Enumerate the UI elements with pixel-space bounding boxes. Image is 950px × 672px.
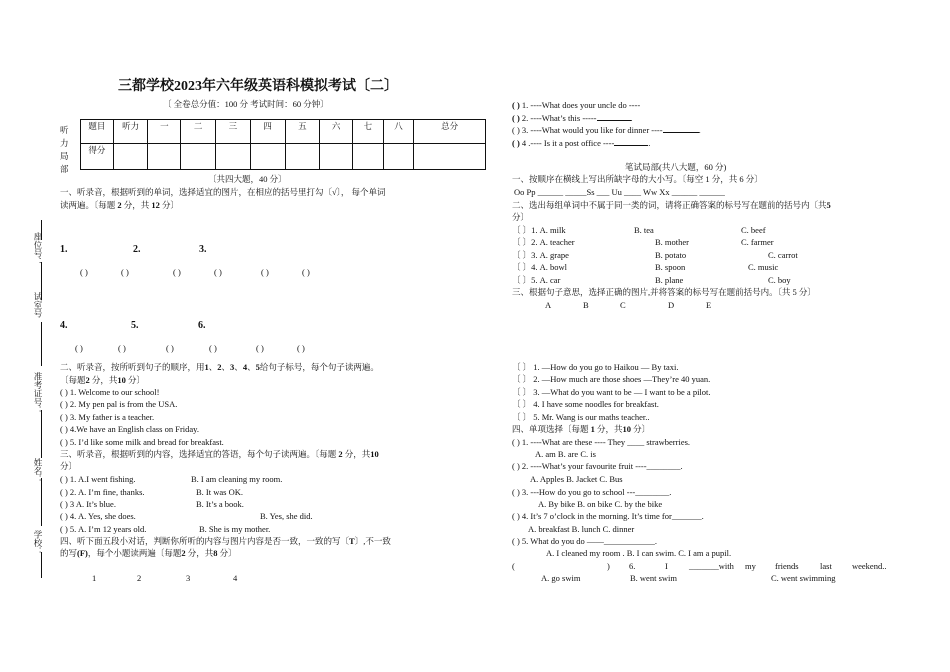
picture-letter: E	[706, 300, 712, 310]
text-part: 分，共	[91, 375, 118, 385]
table-header: 四	[250, 120, 285, 144]
list-item: 〔 〕 4. I have some noodles for breakfast.	[512, 399, 659, 409]
answer-paren[interactable]: ( )	[166, 343, 174, 353]
options-line: A. Apples B. Jacket C. Bus	[530, 474, 623, 484]
list-item	[512, 126, 701, 136]
list-item	[512, 101, 640, 111]
list-item: ( ) 4. It’s 7 o’clock in the morning. It’s time for_______.	[512, 511, 704, 521]
text-part: 分，共	[187, 548, 214, 558]
option-b: B. plane	[655, 275, 684, 285]
question-word: last	[820, 561, 832, 571]
list-item: ( ) 1. Welcome to our school!	[60, 387, 160, 397]
option-b: B. mother	[655, 237, 689, 247]
text-part: 分，共	[123, 200, 150, 210]
written-section-2-instructions	[512, 201, 831, 211]
options-line: A. breakfast B. lunch C. dinner	[528, 524, 635, 534]
section-2-instructions	[60, 363, 379, 373]
list-item: 〔 〕 1. —How do you go to Haikou — By taxi.	[512, 362, 679, 372]
text-part: 1	[590, 424, 595, 434]
answer-paren[interactable]: ( )	[256, 343, 264, 353]
table-side-label: 听力局部	[60, 125, 69, 174]
text-part: 分，共	[597, 424, 623, 434]
question-number: 6.	[629, 561, 636, 571]
score-cell[interactable]	[113, 144, 148, 170]
score-table-score-row	[81, 144, 486, 170]
text-part: 三、听录音，根据听到的内容，选择适宜的答语，每个句子读两遍。〔每题	[60, 449, 337, 459]
score-cell[interactable]	[250, 144, 285, 170]
option-b: B. spoon	[655, 262, 686, 272]
score-cell[interactable]	[414, 144, 486, 170]
option-c: C. beef	[741, 225, 766, 235]
list-item: ( ) 1. A.I went fishing.	[60, 474, 136, 484]
picture-number: 4.	[60, 320, 68, 331]
text-part: 〕,不一致	[354, 536, 391, 546]
answer-blank[interactable]	[663, 132, 699, 133]
text-part: 2	[217, 362, 222, 372]
option-c: C. farmer	[741, 237, 774, 247]
text-part: 分，共	[344, 449, 371, 459]
answer-paren[interactable]: ( )	[512, 113, 520, 123]
question-word: friends	[775, 561, 799, 571]
table-header: 七	[352, 120, 383, 144]
answer-paren-open: (	[512, 561, 515, 571]
answer-paren[interactable]: ( )	[80, 267, 88, 277]
answer-paren-close: )	[607, 561, 610, 571]
text-part: 10	[622, 424, 632, 434]
list-item: ( ) 5. I’d like some milk and bread for breakfast.	[60, 437, 224, 447]
option-c: C. carrot	[768, 250, 798, 260]
list-item: ( ) 3. My father is a teacher.	[60, 412, 155, 422]
list-item: 〔 〕4. A. bowl	[512, 262, 568, 272]
score-cell[interactable]	[352, 144, 383, 170]
score-cell[interactable]	[181, 144, 216, 170]
question-word: weekend..	[852, 561, 887, 571]
text-part: 1	[204, 362, 209, 372]
list-item: ( ) 4.We have an English class on Friday.	[60, 424, 199, 434]
period: .	[698, 125, 701, 135]
list-item: ( ) 2. A. I’m fine, thanks.	[60, 487, 145, 497]
list-item: ( ) 1. ----What are these ---- They ____ strawberries.	[512, 437, 691, 447]
score-table-header-row	[81, 120, 486, 144]
list-item: 〔 〕 3. —What do you want to be — I want to be a pilot.	[512, 387, 711, 397]
options-line: A. I cleaned my room . B. I can swim. C. I am a pupil.	[546, 548, 732, 558]
list-item: ( ) 4. A. Yes, she does.	[60, 511, 136, 521]
answer-paren[interactable]: ( )	[121, 267, 129, 277]
divider-line	[41, 552, 42, 578]
written-part-title: 笔试局部(共八大题，60 分)	[625, 162, 727, 172]
list-item	[512, 139, 650, 149]
text-part: 二、听录音，按所听到句子的顺序，用	[60, 362, 205, 372]
text-part: 、	[221, 362, 231, 372]
picture-letter: B	[583, 300, 589, 310]
text-part: ，每个小题读两遍〔每题	[87, 548, 182, 558]
option-b: B. Yes, she did.	[260, 511, 313, 521]
question-word: I	[665, 561, 668, 571]
period: .	[648, 138, 651, 148]
divider-line	[41, 478, 42, 526]
option-b: B. It was OK.	[196, 487, 243, 497]
table-row-label: 得分	[81, 144, 114, 170]
text-part: 的写	[60, 548, 78, 558]
answer-paren[interactable]: ( )	[512, 100, 520, 110]
section-3-instructions	[60, 450, 379, 460]
list-item: 〔 〕3. A. grape	[512, 250, 569, 260]
section-1-instructions: 一、听录音，根据听到的单词，选择适宜的图片，在相应的括号里打勾〔√〕， 每个单词	[60, 187, 386, 197]
question-word: my	[745, 561, 756, 571]
text-part: 、	[234, 362, 243, 372]
picture-number: 3	[186, 573, 191, 583]
question-text: 2. ----What’s this -----	[521, 113, 597, 123]
text-part: 、	[247, 362, 256, 372]
text-part: 读两遍。〔每题	[60, 200, 116, 210]
answer-paren[interactable]: ( )	[512, 138, 520, 148]
answer-paren[interactable]: ( )	[302, 267, 310, 277]
list-item: ( ) 3. ---How do you go to school ---________.	[512, 487, 672, 497]
listening-summary: 〔共四大题，40 分〕	[208, 174, 287, 184]
picture-number: 1	[92, 573, 97, 583]
text-part: 分〕	[219, 548, 237, 558]
table-header: 总分	[414, 120, 486, 144]
question-word: _______with	[689, 561, 734, 571]
option-b: B. It’s a book.	[196, 499, 244, 509]
picture-number: 6.	[198, 320, 206, 331]
table-header: 八	[383, 120, 414, 144]
list-item: ( ) 3 A. It’s blue.	[60, 499, 116, 509]
text-part: 12	[151, 200, 160, 210]
admission-number-label: 准考证号：	[33, 372, 43, 415]
list-item: ( ) 2. My pen pal is from the USA.	[60, 399, 178, 409]
option-b: B. I am cleaning my room.	[191, 474, 283, 484]
text-part: 给句子标号，每个句子读两遍。	[259, 362, 379, 372]
answer-blank[interactable]	[597, 120, 631, 121]
score-cell[interactable]	[215, 144, 250, 170]
text-part: T	[349, 536, 355, 546]
option-c: C. music	[748, 262, 779, 272]
option-b: B. She is my mother.	[199, 524, 271, 534]
text-part: 分〕	[162, 200, 180, 210]
text-part: 2	[338, 449, 343, 459]
score-cell[interactable]	[320, 144, 353, 170]
picture-number: 2	[137, 573, 142, 583]
answer-paren[interactable]: ( )	[261, 267, 269, 277]
score-table	[80, 119, 486, 170]
section-3-scoring: 分〕	[60, 461, 78, 471]
period: .	[630, 113, 633, 123]
letter-blanks[interactable]: Oo Pp ______ _____Ss ___ Uu ____ Ww Xx ______ ______	[514, 187, 725, 197]
picture-number: 3.	[199, 244, 207, 255]
answer-paren[interactable]: ( )	[209, 343, 217, 353]
table-header: 二	[181, 120, 216, 144]
text-part: 8	[213, 548, 218, 558]
answer-paren[interactable]: ( )	[75, 343, 83, 353]
text-part: 10	[370, 449, 379, 459]
answer-paren[interactable]: ( )	[118, 343, 126, 353]
text-part: 4	[242, 362, 248, 372]
text-part: 2	[181, 548, 186, 558]
text-part: 10	[117, 375, 126, 385]
table-header: 六	[320, 120, 353, 144]
section-1-scoring	[60, 201, 179, 211]
school-label: 学校：	[33, 530, 43, 556]
option-c: C. went swimming	[771, 573, 836, 583]
list-item	[512, 114, 633, 124]
text-part: 四、单项选择〔每题	[512, 424, 589, 434]
list-item: 〔 〕 2. —How much are those shoes —They’re 40 yuan.	[512, 374, 711, 384]
text-part: 5	[826, 200, 831, 210]
option-b: B. potato	[655, 250, 687, 260]
table-header: 三	[215, 120, 250, 144]
answer-paren[interactable]: ( )	[297, 343, 305, 353]
text-part: (F)	[77, 548, 88, 558]
list-item: ( ) 5. A. I’m 12 years old.	[60, 524, 147, 534]
text-part: 、	[208, 362, 218, 372]
page-title: 三都学校2023年六年级英语科模拟考试〔二〕	[118, 79, 398, 94]
exam-subtitle: 〔 全卷总分值：100 分 考试时间：60 分钟〕	[163, 99, 329, 109]
divider-line	[41, 410, 42, 458]
written-section-4-title	[512, 425, 650, 435]
list-item: 〔 〕 5. Mr. Wang is our maths teacher..	[512, 412, 650, 422]
option-b: B. tea	[634, 225, 654, 235]
picture-letter: D	[668, 300, 675, 310]
option-b: B. went swim	[630, 573, 677, 583]
score-cell[interactable]	[148, 144, 181, 170]
score-cell[interactable]	[383, 144, 414, 170]
picture-number: 1.	[60, 244, 68, 255]
text-part: 5	[255, 362, 260, 372]
text-part: 分〕	[633, 424, 651, 434]
section-4-instructions	[60, 537, 391, 547]
question-text: 4 .---- Is it a post office ----	[521, 138, 615, 148]
option-a: A. go swim	[541, 573, 581, 583]
written-section-1-instructions: 一、按顺序在横线上写出所缺字母的大小写。〔每空 1 分，共 6 分〕	[512, 174, 763, 184]
answer-paren[interactable]: ( )	[214, 267, 222, 277]
picture-letter: A	[545, 300, 552, 310]
name-label: 姓名：	[33, 458, 43, 484]
picture-letter: C	[620, 300, 626, 310]
seat-number-label: 座位号：	[33, 232, 43, 266]
list-item: ( ) 5. What do you do ——____________.	[512, 536, 658, 546]
picture-number: 2.	[133, 244, 141, 255]
divider-line	[41, 220, 42, 240]
exam-room-label: 试室号	[33, 292, 43, 318]
list-item: 〔 〕5. A. car	[512, 275, 561, 285]
answer-paren[interactable]: ( )	[173, 267, 181, 277]
text-part: 2	[85, 375, 90, 385]
list-item: ( ) 2. ----What’s your favourite fruit ----________.	[512, 461, 683, 471]
text-part: 〔每题	[60, 375, 86, 385]
list-item: 〔 〕2. A. teacher	[512, 237, 575, 247]
answer-blank[interactable]	[614, 145, 648, 146]
options-line: A. am B. are C. is	[535, 449, 596, 459]
picture-number: 4	[233, 573, 238, 583]
text-part: 2	[117, 200, 122, 210]
section-2-scoring	[60, 376, 145, 386]
table-header: 听力	[113, 120, 148, 144]
option-c: C. boy	[768, 275, 791, 285]
text-part: 分〕	[128, 375, 146, 385]
text-part: 二、选出每组单词中不属于同一类的词，请将正确答案的标号写在题前的括号内〔共	[512, 200, 827, 210]
section-4-scoring	[60, 549, 237, 559]
picture-number: 5.	[131, 320, 139, 331]
table-header: 五	[285, 120, 320, 144]
written-section-2-scoring: 分〕	[512, 212, 530, 222]
answer-paren[interactable]: ( )	[512, 125, 520, 135]
question-text: 1. ----What does your uncle do ----	[521, 100, 641, 110]
written-section-3-instructions: 三、根据句子意思，选择正确的图片,并将答案的标号写在题前括号内。〔共 5 分〕	[512, 287, 816, 297]
question-text: 3. ----What would you like for dinner ----	[521, 125, 663, 135]
text-part: 四、听下面五段小对话，判断你所听的内容与图片内容是否一致，一致的写〔	[60, 536, 350, 546]
table-header: 一	[148, 120, 181, 144]
options-line: A. By bike B. on bike C. by the bike	[538, 499, 663, 509]
text-part: 3	[230, 362, 235, 372]
list-item: 〔 〕1. A. milk	[512, 225, 566, 235]
score-cell[interactable]	[285, 144, 320, 170]
table-header: 题目	[81, 120, 114, 144]
divider-line	[41, 322, 42, 366]
